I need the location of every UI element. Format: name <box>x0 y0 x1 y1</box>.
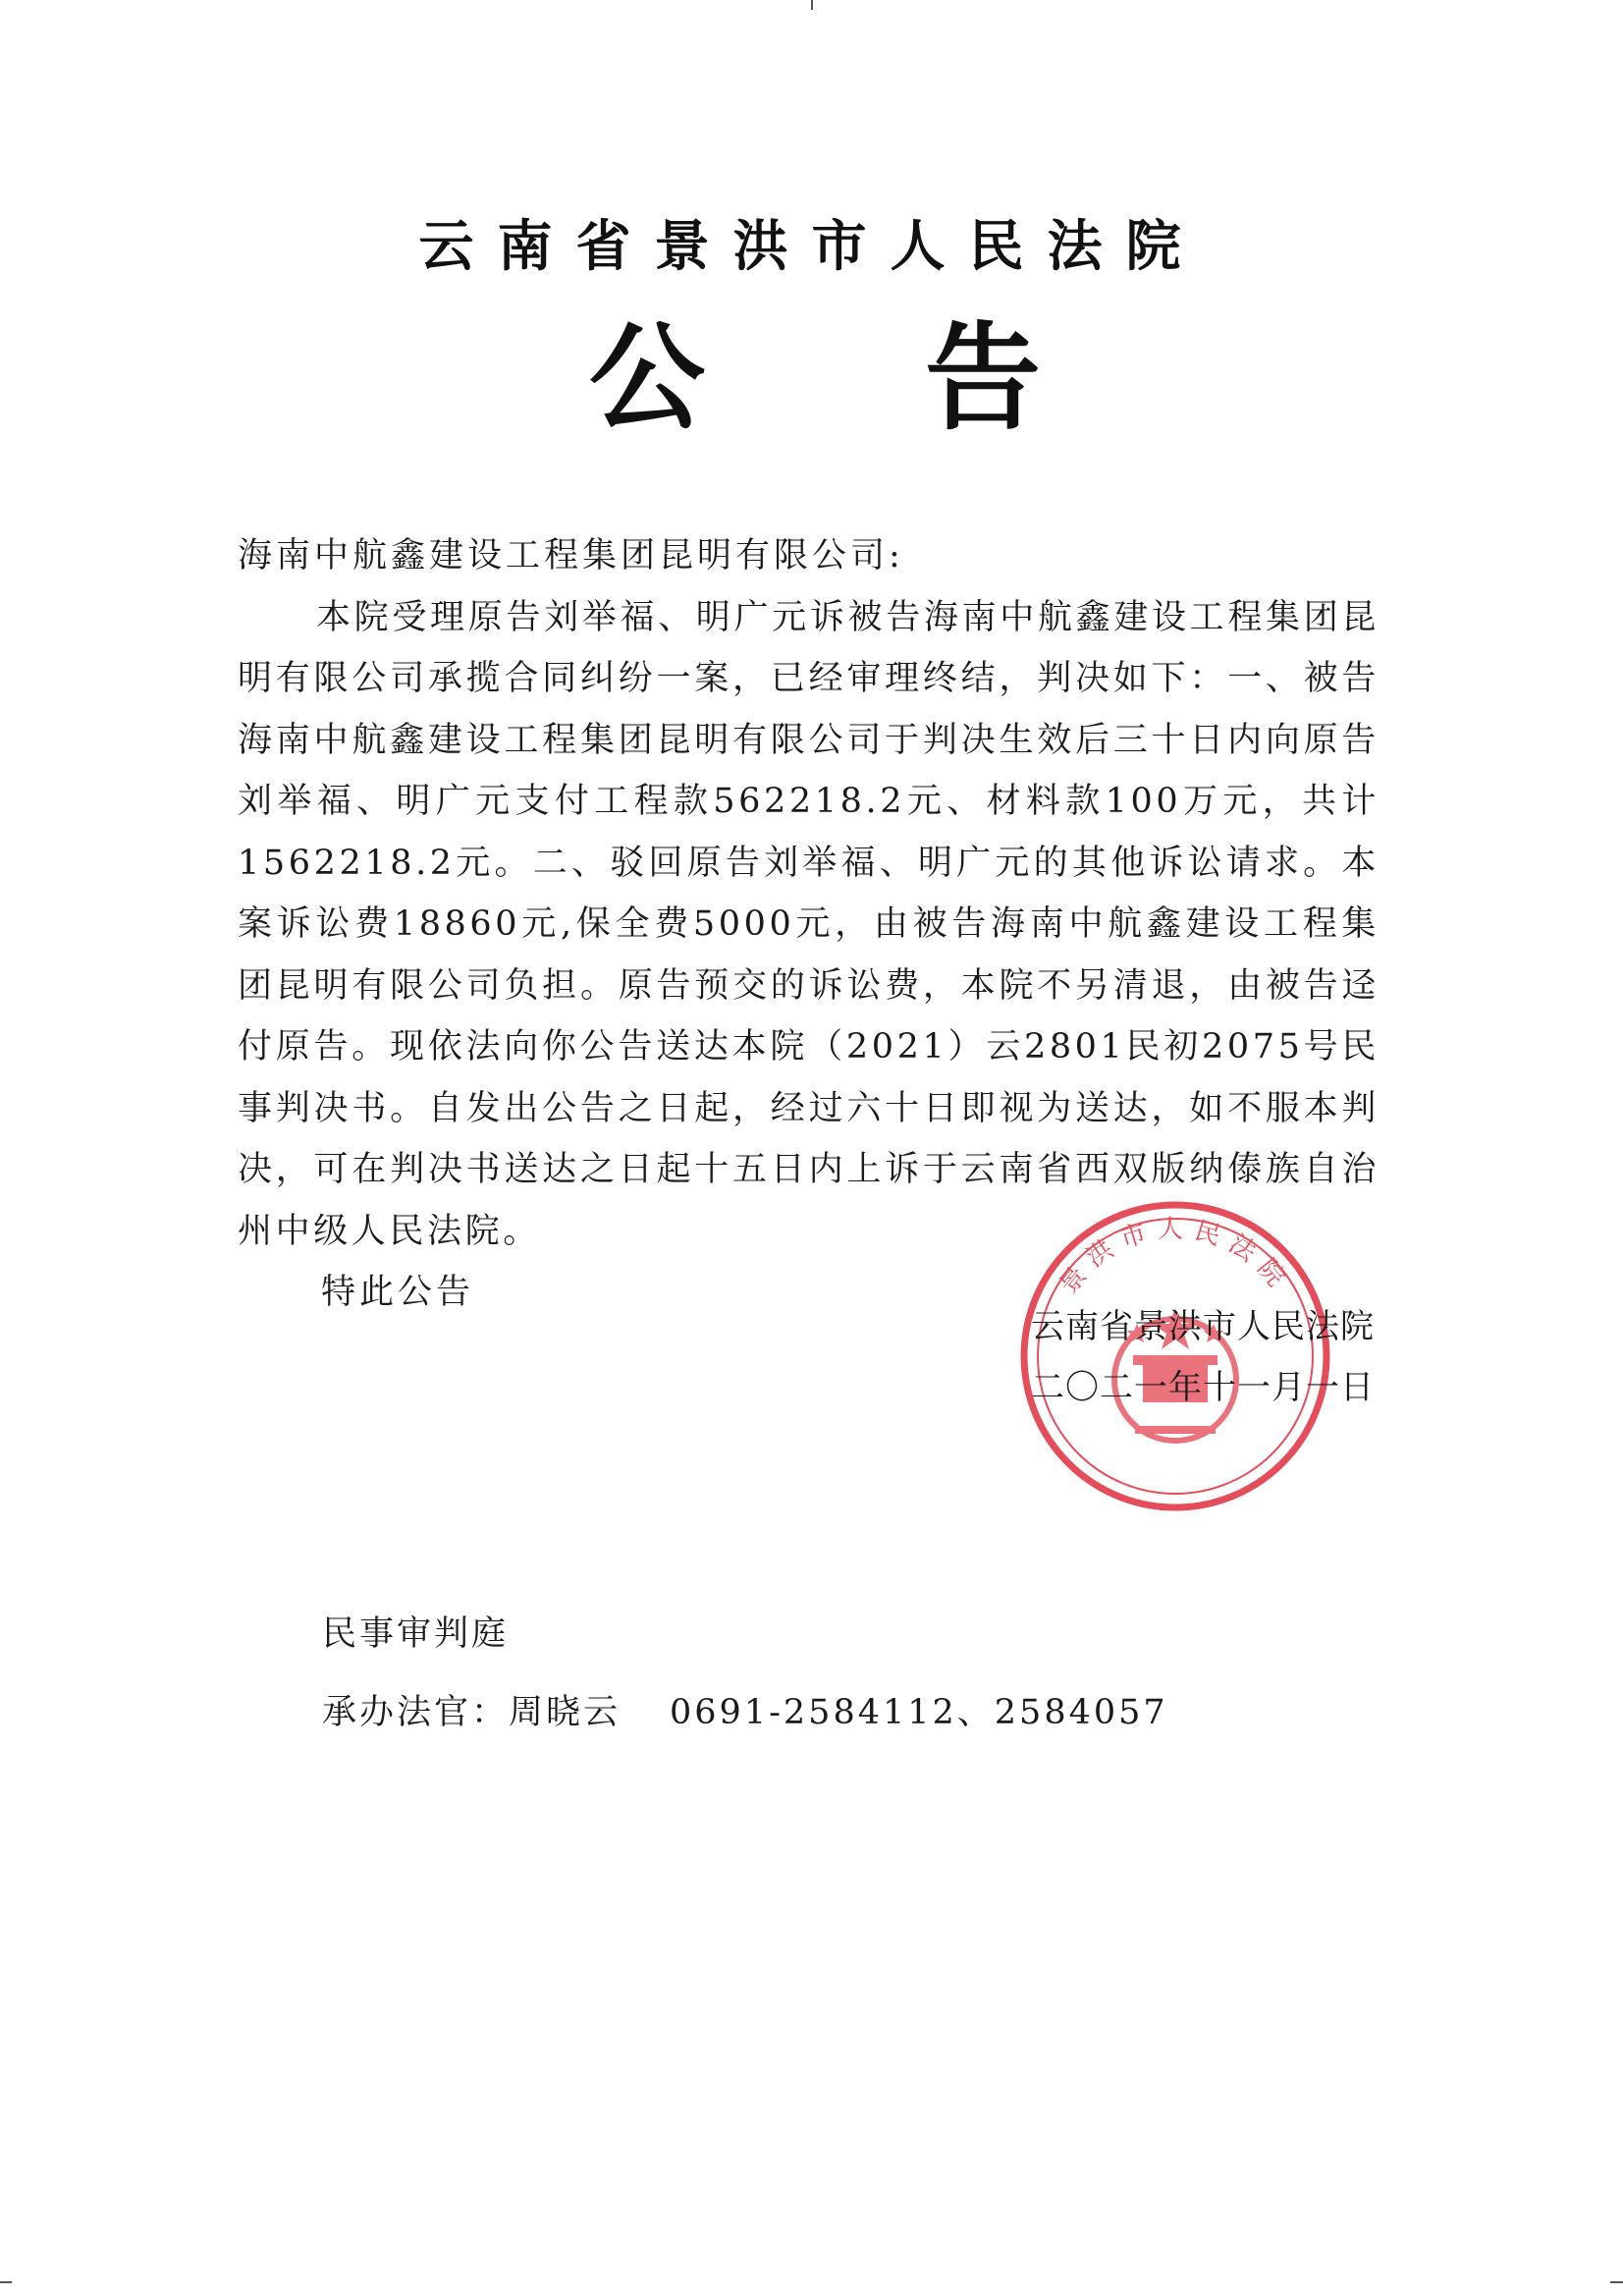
contact-phone: 0691-2584112、2584057 <box>670 1693 1168 1732</box>
notice-closing: 特此公告 <box>321 1273 475 1312</box>
document-title <box>589 309 1041 447</box>
scan-mark-bottom-left <box>0 2281 12 2283</box>
seal-arc-textpath: 景洪市人民法院 <box>1054 1215 1297 1300</box>
scan-mark-bottom-right <box>1610 2281 1623 2283</box>
division-name: 民事审判庭 <box>322 1614 510 1654</box>
footer-contact <box>322 1595 1168 1752</box>
document-title-char-2: 告 <box>924 310 1041 446</box>
document-title-char-1: 公 <box>589 310 706 446</box>
scan-mark-top <box>811 0 813 10</box>
signature-date: 二〇二一年十一月一日 <box>1031 1368 1375 1407</box>
addressee: 海南中航鑫建设工程集团昆明有限公司: <box>238 536 904 575</box>
court-name-heading: 云南省景洪市人民法院 <box>418 215 1205 279</box>
notice-body: 本院受理原告刘举福、明广元诉被告海南中航鑫建设工程集团昆明有限公司承揽合同纠纷一案，已经审理终结，判决如下：一、被告海南中航鑫建设工程集团昆明有限公司于判决生效后三十日内向原告刘举福、明广元支付工程款562218.2元、材料款100万元，共计1562218.2元。二、驳回原告刘举福、明广元的其他诉讼请求。本案诉讼费18860元,保全费5000元，由被告海南中航鑫建设工程集团昆明有限公司负担。原告预交的诉讼费，本院不另清退，由被告迳付原告。现依法向你公告送达本院（2021）云2801民初2075号民事判决书。自发出公告之日起，经过六十日即视为送达，如不服本判决，可在判决书送达之日起十五日内上诉于云南省西双版纳傣族自治州中级人民法院。 <box>238 597 1380 1251</box>
signature-court: 云南省景洪市人民法院 <box>1031 1307 1375 1346</box>
signature-block <box>962 1296 1375 1418</box>
judge-name: 承办法官：周晓云 <box>322 1693 622 1732</box>
judge-contact-line <box>322 1673 1168 1752</box>
